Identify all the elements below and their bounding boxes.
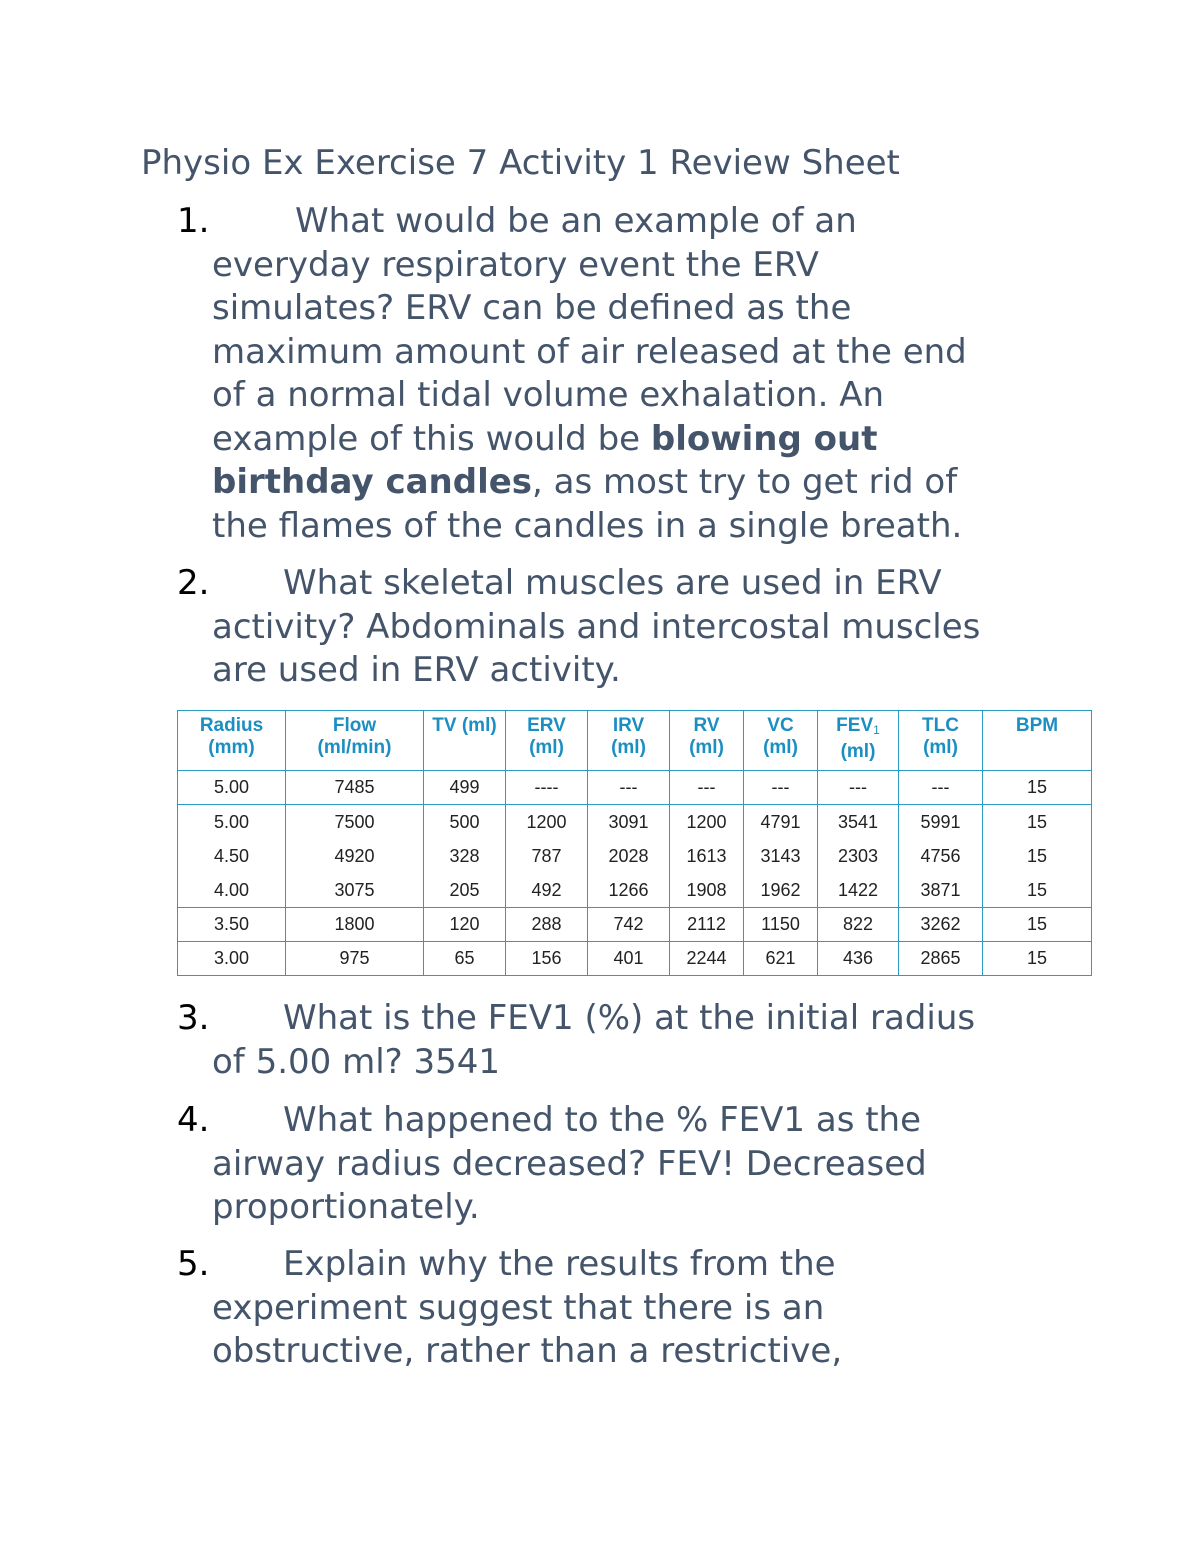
table-cell: 4756	[899, 839, 983, 873]
table-cell: ---	[818, 771, 899, 805]
list-number: 3.	[177, 998, 210, 1038]
question-line: What is the FEV1 (%) at the initial radius	[283, 998, 976, 1038]
question-3	[177, 997, 1077, 1084]
table-cell: 2244	[670, 942, 744, 976]
table-cell: ---	[588, 771, 670, 805]
table-cell: 7500	[286, 805, 424, 840]
list-number: 4.	[177, 1100, 210, 1140]
table-cell: ---	[899, 771, 983, 805]
table-cell: 15	[983, 839, 1092, 873]
table-cell: 3262	[899, 908, 983, 942]
question-line: What would be an example of an	[295, 201, 857, 241]
table-cell: 1908	[670, 873, 744, 908]
table-cell: 499	[424, 771, 506, 805]
question-line: everyday respiratory event the ERV	[212, 244, 819, 285]
table-cell: 2028	[588, 839, 670, 873]
question-line: example of this would be blowing out	[212, 418, 878, 459]
table-cell: 15	[983, 771, 1092, 805]
column-header: TV (ml)	[424, 711, 506, 771]
table-cell: ----	[506, 771, 588, 805]
table-cell: 3075	[286, 873, 424, 908]
table-cell: 1150	[744, 908, 818, 942]
question-line: What happened to the % FEV1 as the	[283, 1100, 922, 1140]
table-cell: 975	[286, 942, 424, 976]
table-cell: ---	[744, 771, 818, 805]
table-cell: 3091	[588, 805, 670, 840]
table-cell: 328	[424, 839, 506, 873]
table-cell: 3871	[899, 873, 983, 908]
table-cell: 5.00	[178, 805, 286, 840]
question-line: activity? Abdominals and intercostal muscles	[212, 606, 981, 647]
table-row	[178, 873, 1092, 908]
column-header: Radius (mm)	[178, 711, 286, 771]
table-row	[178, 908, 1092, 942]
table-cell: 1800	[286, 908, 424, 942]
table-row	[178, 942, 1092, 976]
table-cell: 205	[424, 873, 506, 908]
question-line: of a normal tidal volume exhalation. An	[212, 375, 885, 415]
question-1	[177, 200, 1077, 548]
table-cell: 4920	[286, 839, 424, 873]
question-line: experiment suggest that there is an	[212, 1287, 825, 1328]
table-cell: 3143	[744, 839, 818, 873]
question-line: What skeletal muscles are used in ERV	[283, 563, 942, 603]
table-cell: 492	[506, 873, 588, 908]
column-header: VC (ml)	[744, 711, 818, 771]
table-cell: 436	[818, 942, 899, 976]
column-header: TLC (ml)	[899, 711, 983, 771]
table-cell: 2865	[899, 942, 983, 976]
bold-answer: blowing out	[650, 418, 878, 459]
column-header: Flow (ml/min)	[286, 711, 424, 771]
table-cell: 4.00	[178, 873, 286, 908]
column-header: ERV (ml)	[506, 711, 588, 771]
table-cell: 822	[818, 908, 899, 942]
table-cell: 2112	[670, 908, 744, 942]
table-cell: 2303	[818, 839, 899, 873]
list-number: 1.	[177, 201, 210, 241]
column-header: RV (ml)	[670, 711, 744, 771]
question-line: of 5.00 ml? 3541	[212, 1041, 501, 1082]
table-cell: 621	[744, 942, 818, 976]
results-table	[177, 710, 1092, 976]
list-number: 2.	[177, 563, 210, 603]
list-number: 5.	[177, 1244, 210, 1284]
table-cell: 1422	[818, 873, 899, 908]
page-title: Physio Ex Exercise 7 Activity 1 Review Sheet	[141, 143, 900, 183]
table-cell: 15	[983, 908, 1092, 942]
table-cell: 1266	[588, 873, 670, 908]
question-line: simulates? ERV can be defined as the	[212, 288, 852, 328]
table-cell: 288	[506, 908, 588, 942]
table-row	[178, 839, 1092, 873]
table-cell: 120	[424, 908, 506, 942]
question-line: maximum amount of air released at the end	[212, 331, 967, 372]
table-cell: 401	[588, 942, 670, 976]
table-row	[178, 771, 1092, 805]
table-cell: 15	[983, 873, 1092, 908]
table-cell: 742	[588, 908, 670, 942]
table-cell: 3.00	[178, 942, 286, 976]
question-line: airway radius decreased? FEV! Decreased	[212, 1143, 927, 1184]
question-line: Explain why the results from the	[283, 1244, 836, 1284]
column-header: IRV (ml)	[588, 711, 670, 771]
table-cell: 7485	[286, 771, 424, 805]
table-cell: 5.00	[178, 771, 286, 805]
question-line: are used in ERV activity.	[212, 650, 621, 690]
question-4	[177, 1099, 1077, 1230]
table-cell: ---	[670, 771, 744, 805]
table-cell: 156	[506, 942, 588, 976]
table-cell: 5991	[899, 805, 983, 840]
question-line: birthday candles, as most try to get rid of	[212, 462, 958, 502]
question-line: proportionately.	[212, 1187, 480, 1227]
table-row	[178, 805, 1092, 840]
question-line: the flames of the candles in a single breath.	[212, 505, 963, 546]
question-5	[177, 1243, 1077, 1374]
table-cell: 15	[983, 805, 1092, 840]
table-cell: 1200	[670, 805, 744, 840]
question-2	[177, 562, 1077, 693]
column-header: BPM	[983, 711, 1092, 771]
table-cell: 15	[983, 942, 1092, 976]
question-line: obstructive, rather than a restrictive,	[212, 1331, 843, 1371]
table-cell: 1613	[670, 839, 744, 873]
table-header-row	[178, 711, 1092, 771]
table-cell: 4.50	[178, 839, 286, 873]
table-cell: 3.50	[178, 908, 286, 942]
table-cell: 787	[506, 839, 588, 873]
table-cell: 500	[424, 805, 506, 840]
table-cell: 65	[424, 942, 506, 976]
table-cell: 1200	[506, 805, 588, 840]
table-cell: 4791	[744, 805, 818, 840]
table-cell: 1962	[744, 873, 818, 908]
table-cell: 3541	[818, 805, 899, 840]
column-header: $FEV_1$ (ml)	[818, 711, 899, 771]
bold-answer: birthday candles	[212, 462, 533, 502]
